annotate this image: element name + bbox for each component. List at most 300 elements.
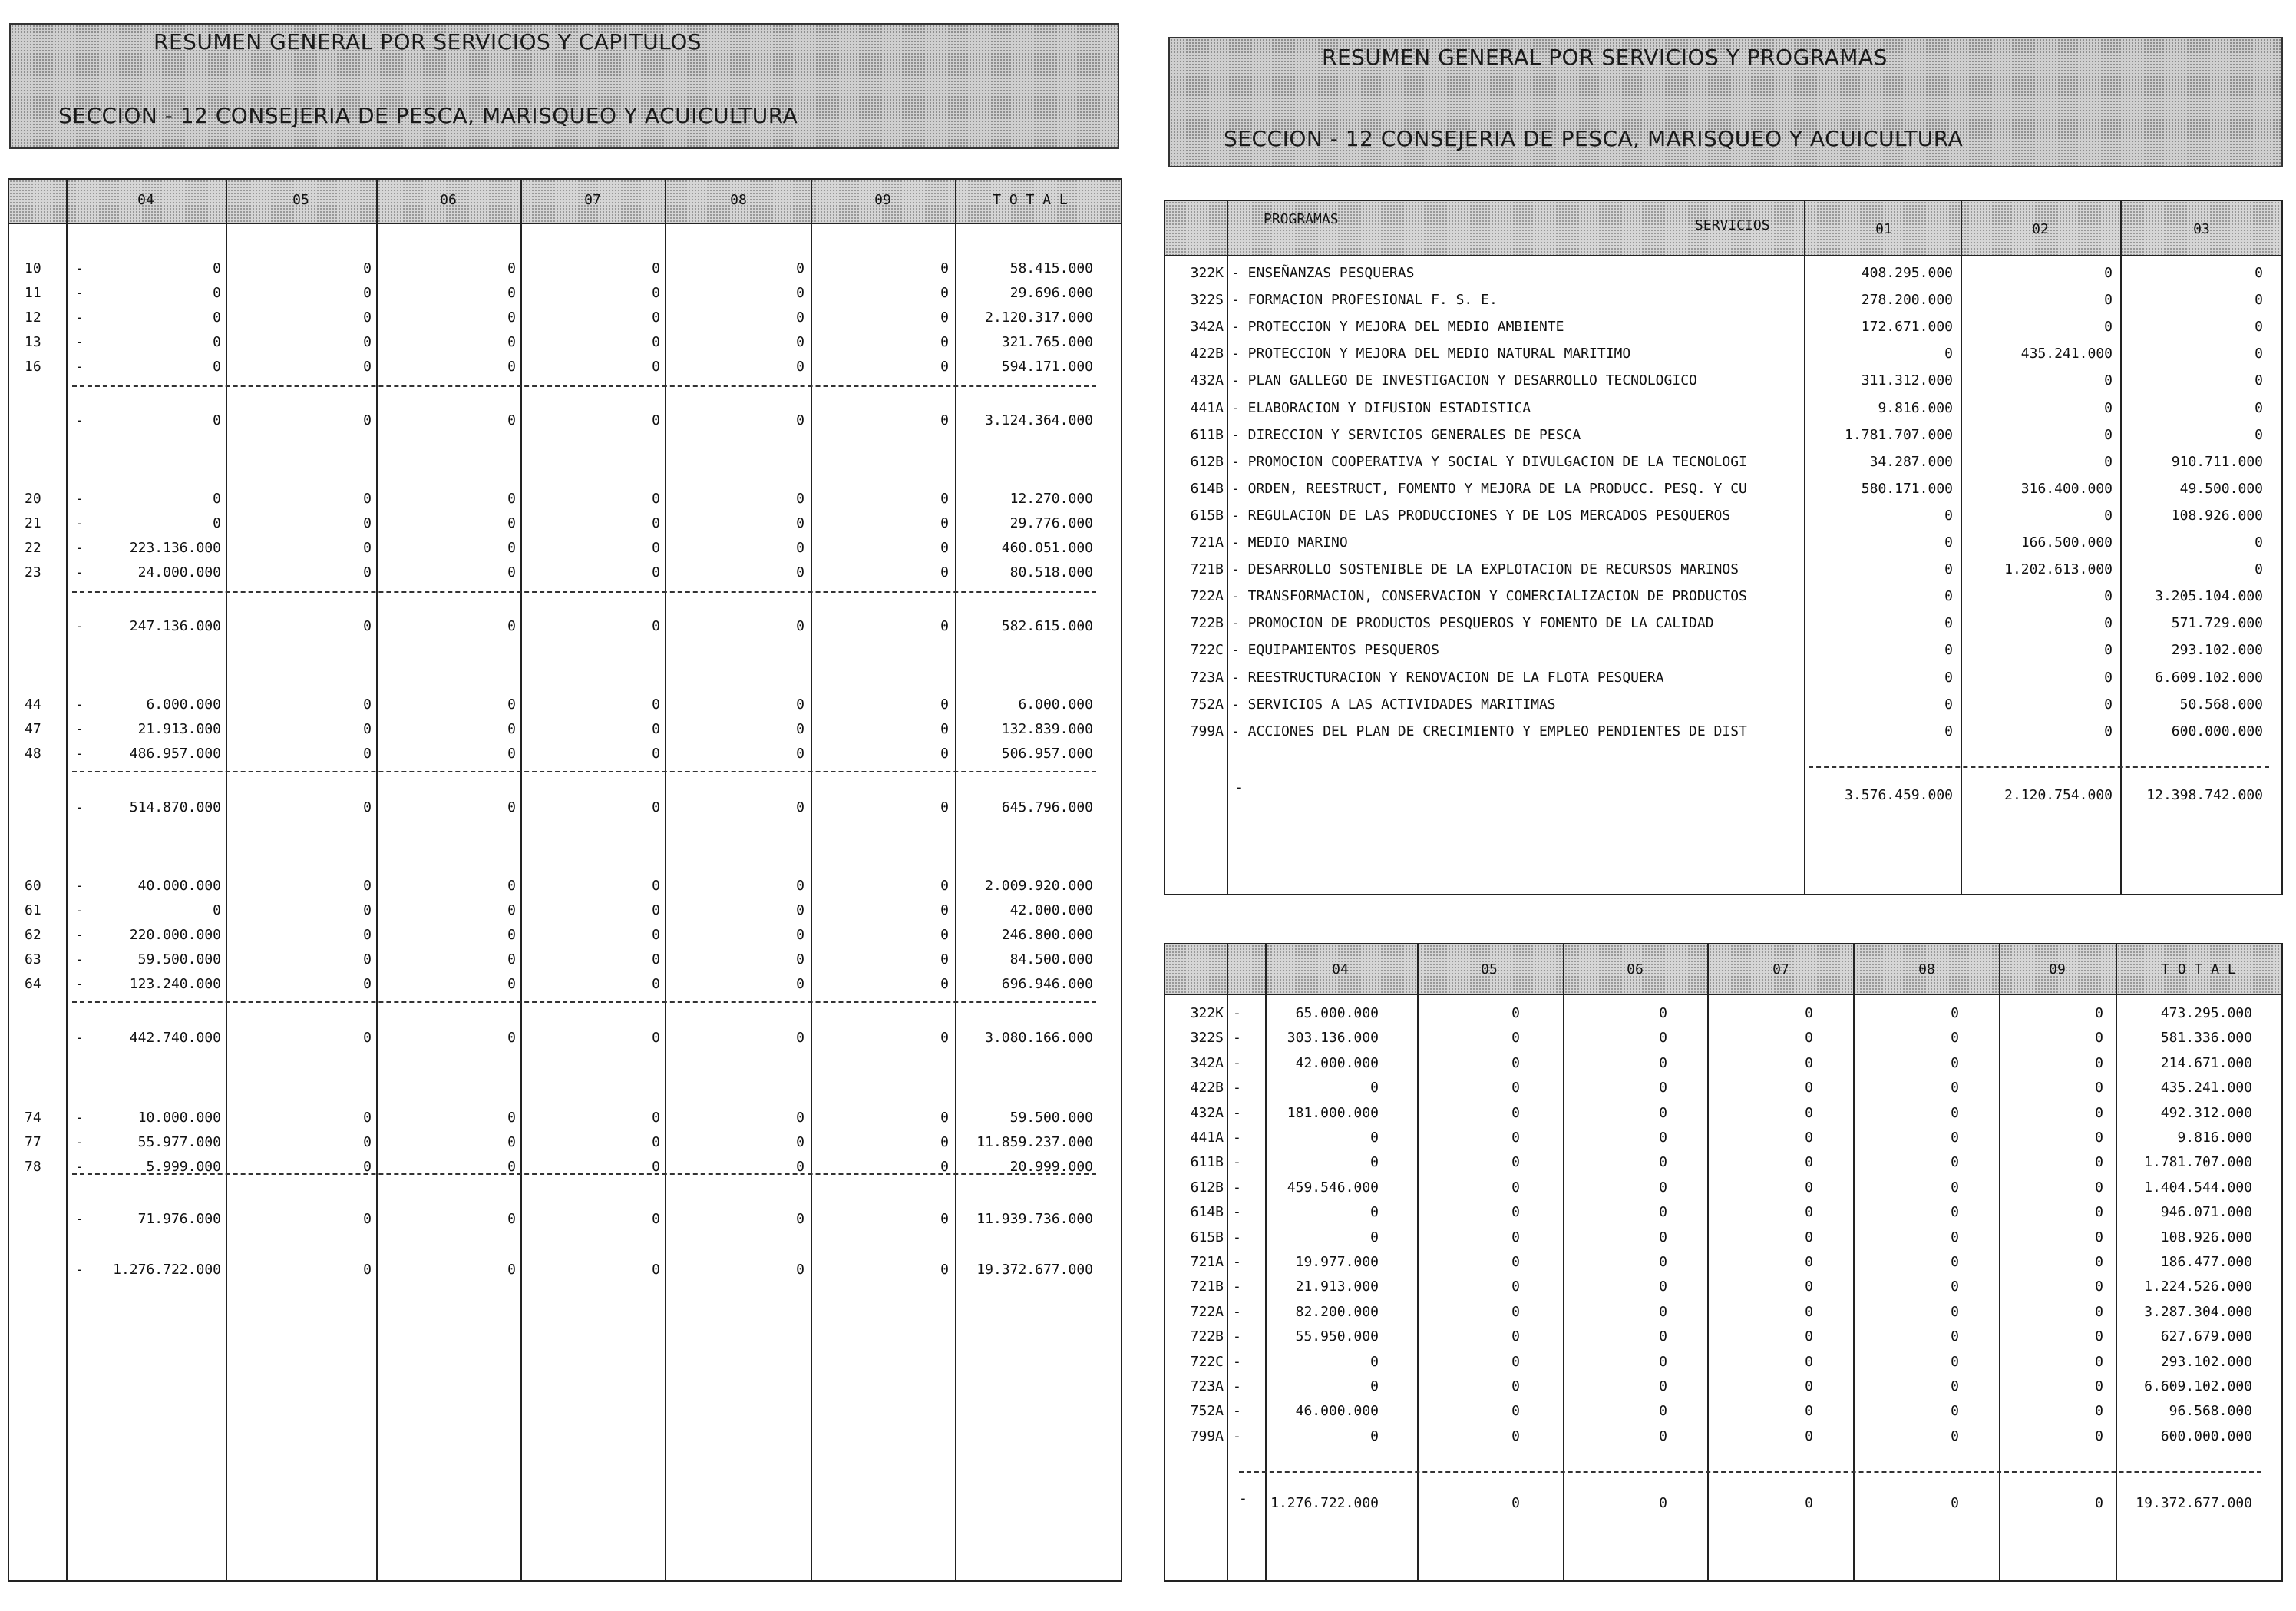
- row-dash: -: [75, 799, 84, 815]
- program-code: 322K: [1190, 1005, 1224, 1021]
- table-cell: 0: [1944, 642, 1953, 658]
- table-cell: 59.500.000: [137, 951, 221, 968]
- table-cell: 12.270.000: [1009, 491, 1093, 507]
- table-cell: 0: [2095, 1328, 2103, 1345]
- table-cell: 1.781.707.000: [2144, 1154, 2252, 1170]
- program-code: 611B: [1190, 1154, 1224, 1170]
- table-cell: 0: [2095, 1378, 2103, 1394]
- table-cell: 0: [363, 1211, 372, 1227]
- table-cell: 0: [363, 1159, 372, 1175]
- row-dash: -: [75, 878, 84, 894]
- table-cell: 0: [2104, 427, 2113, 443]
- program-code: 723A: [1190, 1378, 1224, 1394]
- table-cell: 0: [2095, 1179, 2103, 1196]
- total-cell: 2.120.754.000: [2004, 787, 2113, 803]
- table-cell: 0: [1944, 508, 1953, 524]
- program-code: 614B: [1190, 481, 1224, 497]
- top-right-table-panel: [1164, 200, 2283, 895]
- table-cell: 0: [1511, 1304, 1520, 1320]
- table-cell: 0: [1511, 1254, 1520, 1270]
- total-cell: 19.372.677.000: [2136, 1495, 2252, 1511]
- table-cell: 0: [940, 285, 949, 301]
- table-cell: 0: [1511, 1030, 1520, 1046]
- table-cell: 0: [1805, 1229, 1813, 1245]
- table-cell: 0: [796, 359, 804, 375]
- row-dash: -: [1233, 1130, 1241, 1146]
- table-cell: 0: [2104, 670, 2113, 686]
- table-cell: 20.999.000: [1009, 1159, 1093, 1175]
- table-cell: 0: [652, 285, 660, 301]
- table-cell: 0: [507, 309, 516, 326]
- table-cell: 0: [652, 515, 660, 531]
- row-dash: -: [75, 412, 84, 428]
- table-cell: 0: [940, 1134, 949, 1150]
- table-cell: 600.000.000: [2171, 723, 2263, 739]
- table-cell: 0: [940, 696, 949, 713]
- column-header-3: 07: [1772, 961, 1789, 978]
- table-cell: 0: [363, 746, 372, 762]
- table-cell: 0: [507, 976, 516, 992]
- program-description: - MEDIO MARINO: [1231, 534, 1348, 551]
- left-banner-section: SECCION - 12 CONSEJERIA DE PESCA, MARISQUEO Y ACUICULTURA: [58, 103, 798, 128]
- table-cell: 0: [2095, 1005, 2103, 1021]
- row-dash: -: [75, 359, 84, 375]
- table-cell: 0: [2255, 561, 2263, 577]
- table-cell: 0: [1951, 1254, 1959, 1270]
- row-code: 60: [25, 878, 41, 894]
- table-cell: 0: [2104, 292, 2113, 308]
- table-cell: 0: [1951, 1130, 1959, 1146]
- table-cell: 181.000.000: [1287, 1105, 1379, 1121]
- table-cell: 19.372.677.000: [976, 1262, 1093, 1278]
- table-cell: 0: [1511, 1229, 1520, 1245]
- subtotal-separator: [72, 591, 1096, 593]
- table-cell: 0: [940, 878, 949, 894]
- table-cell: 0: [2104, 319, 2113, 335]
- table-cell: 0: [1951, 1403, 1959, 1419]
- table-cell: 0: [1944, 588, 1953, 604]
- table-cell: 0: [507, 902, 516, 918]
- table-cell: 0: [363, 976, 372, 992]
- row-dash: -: [75, 564, 84, 581]
- table-cell: 0: [652, 564, 660, 581]
- column-divider: [1227, 944, 1228, 1580]
- table-cell: 9.816.000: [1878, 400, 1953, 416]
- column-header-1: 05: [292, 192, 309, 208]
- table-cell: 0: [1805, 1403, 1813, 1419]
- table-cell: 0: [796, 1211, 804, 1227]
- right-banner-title: RESUMEN GENERAL POR SERVICIOS Y PROGRAMAS: [1322, 45, 1888, 70]
- table-cell: 0: [940, 260, 949, 276]
- table-cell: 0: [796, 927, 804, 943]
- row-dash: -: [1233, 1179, 1241, 1196]
- table-cell: 0: [2095, 1204, 2103, 1220]
- row-dash: -: [1233, 1055, 1241, 1071]
- total-dash: -: [1234, 779, 1243, 796]
- table-cell: 0: [940, 721, 949, 737]
- table-cell: 0: [652, 976, 660, 992]
- table-cell: 0: [1659, 1254, 1667, 1270]
- table-cell: 6.000.000: [1018, 696, 1093, 713]
- row-code: 11: [25, 285, 41, 301]
- table-cell: 0: [1805, 1154, 1813, 1170]
- row-dash: -: [75, 1211, 84, 1227]
- table-cell: 0: [1659, 1154, 1667, 1170]
- table-cell: 0: [940, 799, 949, 815]
- table-cell: 166.500.000: [2020, 534, 2113, 551]
- table-cell: 0: [1805, 1304, 1813, 1320]
- table-cell: 0: [2095, 1428, 2103, 1444]
- servicios-header: SERVICIOS: [1695, 217, 1770, 233]
- table-cell: 582.615.000: [1001, 618, 1093, 634]
- program-code: 723A: [1190, 670, 1224, 686]
- program-code: 441A: [1190, 1130, 1224, 1146]
- table-cell: 6.000.000: [146, 696, 221, 713]
- row-dash: -: [75, 618, 84, 634]
- table-cell: 0: [1951, 1328, 1959, 1345]
- table-cell: 0: [1370, 1229, 1379, 1245]
- table-cell: 0: [507, 799, 516, 815]
- row-code: 10: [25, 260, 41, 276]
- table-cell: 2.120.317.000: [985, 309, 1093, 326]
- table-cell: 0: [1659, 1179, 1667, 1196]
- row-dash: -: [75, 927, 84, 943]
- left-title-banner: [9, 23, 1119, 149]
- table-cell: 0: [507, 260, 516, 276]
- table-cell: 0: [2104, 696, 2113, 713]
- table-cell: 0: [1944, 723, 1953, 739]
- table-cell: 0: [2104, 454, 2113, 470]
- table-cell: 571.729.000: [2171, 615, 2263, 631]
- table-cell: 0: [1659, 1279, 1667, 1295]
- total-cell: 3.576.459.000: [1845, 787, 1953, 803]
- row-dash: -: [1233, 1378, 1241, 1394]
- left-banner-title: RESUMEN GENERAL POR SERVICIOS Y CAPITULOS: [154, 29, 702, 55]
- table-cell: 0: [2095, 1403, 2103, 1419]
- table-cell: 0: [363, 491, 372, 507]
- table-cell: 0: [1951, 1005, 1959, 1021]
- table-cell: 0: [1659, 1005, 1667, 1021]
- program-code: 752A: [1190, 696, 1224, 713]
- row-dash: -: [75, 515, 84, 531]
- row-dash: -: [1233, 1005, 1241, 1021]
- table-cell: 0: [1944, 615, 1953, 631]
- row-dash: -: [75, 1134, 84, 1150]
- row-code: 20: [25, 491, 41, 507]
- column-header-2: 06: [440, 192, 457, 208]
- subtotal-separator: [72, 1001, 1096, 1003]
- programas-header: PROGRAMAS: [1264, 211, 1339, 227]
- total-cell: 0: [1659, 1495, 1667, 1511]
- table-cell: 0: [363, 1030, 372, 1046]
- row-dash: -: [75, 1159, 84, 1175]
- table-cell: 0: [2255, 319, 2263, 335]
- table-cell: 0: [363, 1262, 372, 1278]
- table-cell: 0: [2255, 265, 2263, 281]
- program-description: - DESARROLLO SOSTENIBLE DE LA EXPLOTACION DE RECURSOS MARINOS: [1231, 561, 1739, 577]
- table-cell: 0: [1511, 1403, 1520, 1419]
- table-cell: 108.926.000: [2160, 1229, 2252, 1245]
- table-cell: 0: [940, 1110, 949, 1126]
- table-cell: 0: [507, 618, 516, 634]
- program-code: 721B: [1190, 1279, 1224, 1295]
- program-code: 722C: [1190, 642, 1224, 658]
- table-cell: 0: [2255, 292, 2263, 308]
- program-code: 722A: [1190, 588, 1224, 604]
- table-cell: 0: [507, 1030, 516, 1046]
- table-cell: 0: [796, 1030, 804, 1046]
- table-cell: 581.336.000: [2160, 1030, 2252, 1046]
- row-dash: -: [1233, 1328, 1241, 1345]
- table-cell: 0: [1370, 1080, 1379, 1096]
- table-cell: 0: [363, 309, 372, 326]
- program-code: 722B: [1190, 1328, 1224, 1345]
- table-cell: 0: [796, 1134, 804, 1150]
- table-cell: 0: [2095, 1130, 2103, 1146]
- table-cell: 0: [507, 334, 516, 350]
- total-cell: 0: [1951, 1495, 1959, 1511]
- table-cell: 0: [2095, 1279, 2103, 1295]
- table-cell: 0: [796, 618, 804, 634]
- row-code: 13: [25, 334, 41, 350]
- table-cell: 10.000.000: [137, 1110, 221, 1126]
- row-dash: -: [75, 902, 84, 918]
- table-cell: 0: [652, 618, 660, 634]
- table-cell: 594.171.000: [1001, 359, 1093, 375]
- table-cell: 0: [1370, 1378, 1379, 1394]
- table-cell: 0: [1659, 1304, 1667, 1320]
- table-cell: 82.200.000: [1295, 1304, 1379, 1320]
- row-dash: -: [75, 491, 84, 507]
- table-cell: 321.765.000: [1001, 334, 1093, 350]
- table-cell: 0: [1805, 1105, 1813, 1121]
- table-cell: 0: [1659, 1204, 1667, 1220]
- table-cell: 0: [1805, 1254, 1813, 1270]
- table-cell: 0: [796, 696, 804, 713]
- table-cell: 0: [796, 260, 804, 276]
- table-cell: 0: [507, 927, 516, 943]
- table-cell: 0: [363, 1110, 372, 1126]
- table-cell: 29.696.000: [1009, 285, 1093, 301]
- table-cell: 0: [213, 412, 221, 428]
- table-cell: 0: [1805, 1328, 1813, 1345]
- table-cell: 0: [2104, 508, 2113, 524]
- row-dash: -: [1233, 1030, 1241, 1046]
- table-cell: 123.240.000: [129, 976, 221, 992]
- column-header-0: 04: [137, 192, 154, 208]
- table-cell: 0: [796, 976, 804, 992]
- program-code: 799A: [1190, 1428, 1224, 1444]
- total-cell: 0: [1511, 1495, 1520, 1511]
- table-cell: 1.276.722.000: [113, 1262, 221, 1278]
- row-dash: -: [75, 1262, 84, 1278]
- column-header-0: 04: [1332, 961, 1349, 978]
- table-cell: 0: [652, 1110, 660, 1126]
- table-cell: 0: [1944, 696, 1953, 713]
- table-cell: 246.800.000: [1001, 927, 1093, 943]
- table-cell: 11.939.736.000: [976, 1211, 1093, 1227]
- table-cell: 910.711.000: [2171, 454, 2263, 470]
- table-cell: 46.000.000: [1295, 1403, 1379, 1419]
- row-dash: -: [1233, 1304, 1241, 1320]
- program-code: 441A: [1190, 400, 1224, 416]
- table-cell: 0: [1370, 1354, 1379, 1370]
- column-header-1: 02: [2032, 221, 2049, 237]
- table-cell: 460.051.000: [1001, 540, 1093, 556]
- program-code: 614B: [1190, 1204, 1224, 1220]
- table-cell: 0: [796, 878, 804, 894]
- table-cell: 5.999.000: [146, 1159, 221, 1175]
- table-cell: 0: [1805, 1130, 1813, 1146]
- row-code: 12: [25, 309, 41, 326]
- table-cell: 1.202.613.000: [2004, 561, 2113, 577]
- table-cell: 0: [2104, 723, 2113, 739]
- table-cell: 627.679.000: [2160, 1328, 2252, 1345]
- table-cell: 0: [796, 1110, 804, 1126]
- table-cell: 0: [796, 721, 804, 737]
- row-dash: -: [75, 976, 84, 992]
- table-cell: 0: [507, 1262, 516, 1278]
- table-cell: 19.977.000: [1295, 1254, 1379, 1270]
- table-cell: 214.671.000: [2160, 1055, 2252, 1071]
- table-cell: 0: [1511, 1080, 1520, 1096]
- table-cell: 0: [652, 799, 660, 815]
- table-cell: 0: [1659, 1403, 1667, 1419]
- table-cell: 80.518.000: [1009, 564, 1093, 581]
- table-cell: 0: [940, 540, 949, 556]
- program-code: 721A: [1190, 1254, 1224, 1270]
- column-header-2: 06: [1627, 961, 1644, 978]
- table-cell: 172.671.000: [1861, 319, 1953, 335]
- table-cell: 0: [2255, 534, 2263, 551]
- table-cell: 0: [363, 927, 372, 943]
- program-code: 322S: [1190, 1030, 1224, 1046]
- row-code: 16: [25, 359, 41, 375]
- table-cell: 293.102.000: [2160, 1354, 2252, 1370]
- table-cell: 0: [652, 1211, 660, 1227]
- table-cell: 600.000.000: [2160, 1428, 2252, 1444]
- table-cell: 0: [796, 1262, 804, 1278]
- table-cell: 0: [507, 721, 516, 737]
- table-cell: 0: [507, 1110, 516, 1126]
- program-code: 611B: [1190, 427, 1224, 443]
- table-cell: 3.287.304.000: [2144, 1304, 2252, 1320]
- table-cell: 0: [1805, 1378, 1813, 1394]
- total-cell: 12.398.742.000: [2146, 787, 2263, 803]
- table-cell: 0: [2255, 400, 2263, 416]
- table-cell: 0: [1805, 1080, 1813, 1096]
- table-cell: 0: [940, 927, 949, 943]
- table-cell: 0: [796, 540, 804, 556]
- row-code: 21: [25, 515, 41, 531]
- row-dash: -: [75, 1110, 84, 1126]
- table-cell: 0: [2095, 1030, 2103, 1046]
- table-cell: 0: [2095, 1105, 2103, 1121]
- program-code: 615B: [1190, 1229, 1224, 1245]
- table-cell: 2.009.920.000: [985, 878, 1093, 894]
- table-cell: 0: [940, 1211, 949, 1227]
- table-cell: 1.224.526.000: [2144, 1279, 2252, 1295]
- table-cell: 1.404.544.000: [2144, 1179, 2252, 1196]
- column-header-0: 01: [1875, 221, 1892, 237]
- program-description: - PROMOCION DE PRODUCTOS PESQUEROS Y FOMENTO DE LA CALIDAD: [1231, 615, 1714, 631]
- table-cell: 0: [1951, 1304, 1959, 1320]
- program-code: 422B: [1190, 346, 1224, 362]
- table-cell: 316.400.000: [2020, 481, 2113, 497]
- program-code: 721A: [1190, 534, 1224, 551]
- table-cell: 0: [940, 1262, 949, 1278]
- table-cell: 0: [363, 902, 372, 918]
- table-cell: 0: [940, 515, 949, 531]
- program-description: - DIRECCION Y SERVICIOS GENERALES DE PESCA: [1231, 427, 1581, 443]
- program-description: - REESTRUCTURACION Y RENOVACION DE LA FLOTA PESQUERA: [1231, 670, 1664, 686]
- total-cell: 0: [2095, 1495, 2103, 1511]
- column-header-5: 09: [874, 192, 891, 208]
- table-cell: 0: [1951, 1378, 1959, 1394]
- table-cell: 0: [940, 412, 949, 428]
- table-cell: 0: [1370, 1428, 1379, 1444]
- table-cell: 0: [652, 1134, 660, 1150]
- total-dash: -: [1239, 1490, 1247, 1507]
- table-cell: 9.816.000: [2177, 1130, 2252, 1146]
- table-cell: 0: [1805, 1354, 1813, 1370]
- table-cell: 65.000.000: [1295, 1005, 1379, 1021]
- table-cell: 0: [2095, 1304, 2103, 1320]
- table-cell: 0: [652, 1159, 660, 1175]
- table-cell: 0: [507, 696, 516, 713]
- table-cell: 0: [1659, 1378, 1667, 1394]
- table-cell: 0: [1944, 346, 1953, 362]
- table-cell: 946.071.000: [2160, 1204, 2252, 1220]
- table-cell: 21.913.000: [1295, 1279, 1379, 1295]
- table-cell: 0: [363, 515, 372, 531]
- table-cell: 247.136.000: [129, 618, 221, 634]
- table-cell: 0: [1370, 1204, 1379, 1220]
- table-cell: 0: [1659, 1428, 1667, 1444]
- program-description: - PROTECCION Y MEJORA DEL MEDIO AMBIENTE: [1231, 319, 1564, 335]
- table-cell: 0: [1805, 1030, 1813, 1046]
- program-code: 722A: [1190, 1304, 1224, 1320]
- row-dash: -: [75, 334, 84, 350]
- table-cell: 24.000.000: [137, 564, 221, 581]
- table-cell: 0: [1805, 1204, 1813, 1220]
- table-cell: 0: [363, 618, 372, 634]
- table-cell: 0: [1659, 1328, 1667, 1345]
- row-dash: -: [1233, 1154, 1241, 1170]
- row-dash: -: [1233, 1403, 1241, 1419]
- table-cell: 303.136.000: [1287, 1030, 1379, 1046]
- program-description: - PROTECCION Y MEJORA DEL MEDIO NATURAL MARITIMO: [1231, 346, 1631, 362]
- table-cell: 0: [1951, 1105, 1959, 1121]
- column-header-1: 05: [1481, 961, 1498, 978]
- row-dash: -: [75, 1030, 84, 1046]
- table-cell: 0: [1944, 561, 1953, 577]
- table-cell: 0: [507, 1211, 516, 1227]
- table-cell: 0: [363, 540, 372, 556]
- table-cell: 0: [213, 285, 221, 301]
- row-dash: -: [75, 260, 84, 276]
- row-code: 77: [25, 1134, 41, 1150]
- table-cell: 0: [652, 902, 660, 918]
- table-cell: 0: [507, 359, 516, 375]
- table-cell: 492.312.000: [2160, 1105, 2252, 1121]
- table-cell: 1.781.707.000: [1845, 427, 1953, 443]
- table-cell: 6.609.102.000: [2155, 670, 2263, 686]
- row-code: 62: [25, 927, 41, 943]
- table-cell: 0: [1370, 1154, 1379, 1170]
- table-cell: 0: [1511, 1354, 1520, 1370]
- table-cell: 0: [363, 951, 372, 968]
